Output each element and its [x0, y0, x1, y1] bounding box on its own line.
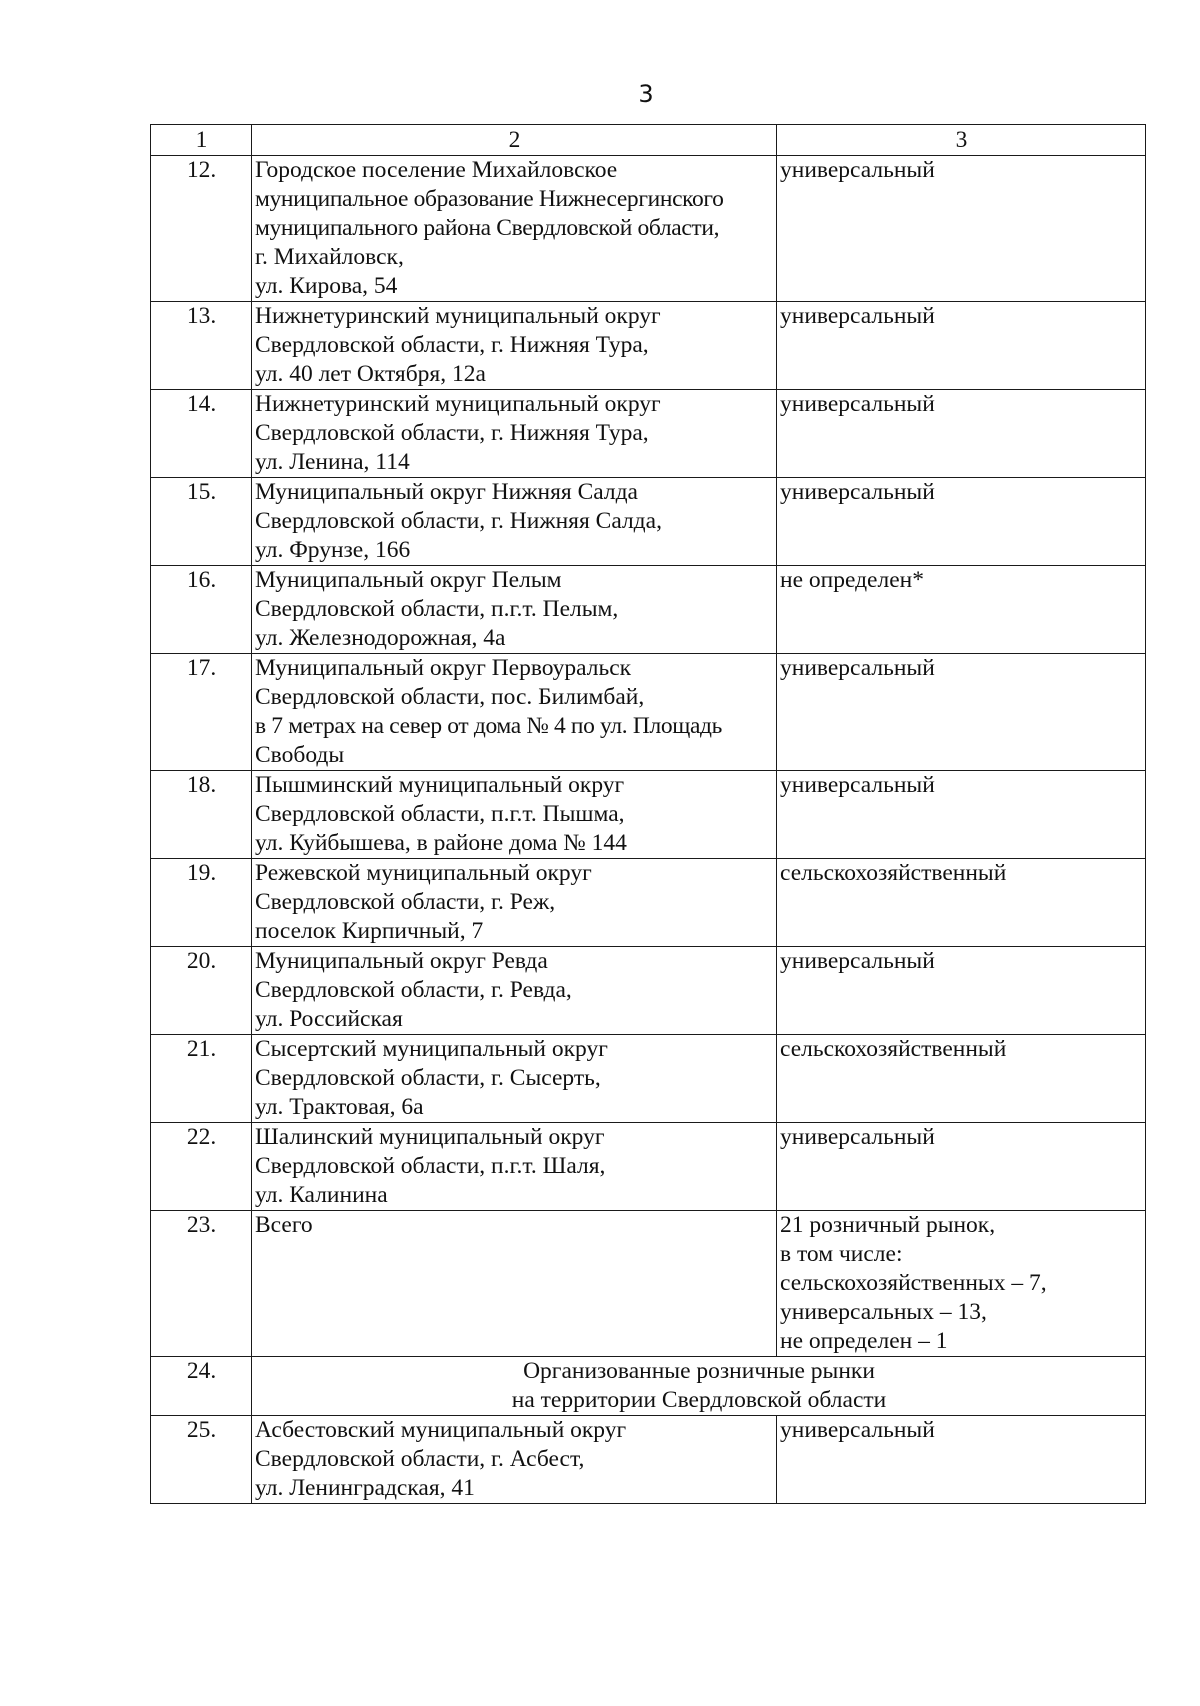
market-address	[252, 1035, 777, 1123]
type-line: в том числе:	[780, 1241, 903, 1267]
market-address	[252, 947, 777, 1035]
address-line: Свердловской области, г. Нижняя Тура,	[255, 420, 649, 446]
row-number: 15.	[151, 478, 252, 566]
address-line: Муниципальный округ Ревда	[255, 948, 548, 974]
address-line: Свердловской области, п.г.т. Пелым,	[255, 596, 619, 622]
column-header-2: 2	[252, 125, 777, 156]
address-line: Асбестовский муниципальный округ	[255, 1417, 627, 1443]
address-line: ул. Куйбышева, в районе дома № 144	[255, 830, 627, 856]
market-type	[777, 156, 1146, 302]
address-line: Режевской муниципальный округ	[255, 860, 592, 886]
market-type	[777, 566, 1146, 654]
market-address	[252, 1123, 777, 1211]
market-address	[252, 654, 777, 771]
market-address	[252, 390, 777, 478]
address-line: Свердловской области, п.г.т. Пышма,	[255, 801, 625, 827]
address-line: Нижнетуринский муниципальный округ	[255, 391, 661, 417]
market-address	[252, 859, 777, 947]
address-line: ул. Калинина	[255, 1182, 388, 1208]
type-line: универсальный	[780, 1124, 935, 1150]
market-type	[777, 771, 1146, 859]
type-line: универсальный	[780, 479, 935, 505]
address-line: Муниципальный округ Первоуральск	[255, 655, 632, 681]
totals-label	[252, 1211, 777, 1357]
address-line: Шалинский муниципальный округ	[255, 1124, 605, 1150]
address-line: ул. Фрунзе, 166	[255, 537, 411, 563]
address-line: Свердловской области, пос. Билимбай,	[255, 684, 645, 710]
row-number: 14.	[151, 390, 252, 478]
address-line: ул. Ленина, 114	[255, 449, 410, 475]
row-number: 19.	[151, 859, 252, 947]
address-line: Городское поселение Михайловское	[255, 157, 618, 183]
address-line: Свердловской области, г. Нижняя Тура,	[255, 332, 649, 358]
market-type	[777, 947, 1146, 1035]
totals-summary	[777, 1211, 1146, 1357]
table-row	[151, 859, 1146, 947]
market-address	[252, 478, 777, 566]
row-number: 20.	[151, 947, 252, 1035]
market-type	[777, 1123, 1146, 1211]
type-line: универсальный	[780, 772, 935, 798]
type-line: универсальный	[780, 655, 935, 681]
table-header-row	[151, 125, 1146, 156]
address-line: Муниципальный округ Нижняя Салда	[255, 479, 638, 505]
market-address	[252, 771, 777, 859]
type-line: универсальный	[780, 948, 935, 974]
type-line: сельскохозяйственных – 7,	[780, 1270, 1047, 1296]
address-line: Свердловской области, г. Нижняя Салда,	[255, 508, 662, 534]
address-line: поселок Кирпичный, 7	[255, 918, 484, 944]
address-line: ул. 40 лет Октября, 12а	[255, 361, 486, 387]
row-number: 16.	[151, 566, 252, 654]
row-number: 23.	[151, 1211, 252, 1357]
address-line: Свободы	[255, 742, 345, 768]
table-row	[151, 771, 1146, 859]
type-line: 21 розничный рынок,	[780, 1212, 996, 1238]
type-line: универсальный	[780, 1417, 935, 1443]
row-number: 24.	[151, 1357, 252, 1416]
address-line: Свердловской области, г. Реж,	[255, 889, 556, 915]
table-row	[151, 1035, 1146, 1123]
address-line: Сысертский муниципальный округ	[255, 1036, 608, 1062]
table-row	[151, 478, 1146, 566]
address-line: Пышминский муниципальный округ	[255, 772, 625, 798]
market-type	[777, 654, 1146, 771]
type-line: универсальный	[780, 391, 935, 417]
row-number: 22.	[151, 1123, 252, 1211]
address-line: Нижнетуринский муниципальный округ	[255, 303, 661, 329]
row-number: 25.	[151, 1416, 252, 1504]
address-line: Свердловской области, г. Сысерть,	[255, 1065, 601, 1091]
market-type	[777, 1416, 1146, 1504]
column-header-1: 1	[151, 125, 252, 156]
market-type	[777, 478, 1146, 566]
address-line: Свердловской области, г. Асбест,	[255, 1446, 585, 1472]
row-number: 17.	[151, 654, 252, 771]
table-row	[151, 654, 1146, 771]
market-type	[777, 1035, 1146, 1123]
address-line: ул. Трактовая, 6а	[255, 1094, 424, 1120]
type-line: не определен*	[780, 567, 924, 593]
table-row	[151, 302, 1146, 390]
totals-row	[151, 1211, 1146, 1357]
address-line: в 7 метрах на север от дома № 4 по ул. Площадь	[255, 713, 723, 739]
address-line: муниципальное образование Нижнесергинского	[255, 186, 724, 212]
section-row	[151, 1357, 1146, 1416]
market-address	[252, 302, 777, 390]
market-address	[252, 1416, 777, 1504]
type-line: не определен – 1	[780, 1328, 948, 1354]
address-line: Всего	[255, 1212, 313, 1238]
section-title	[252, 1357, 1146, 1416]
table-row	[151, 947, 1146, 1035]
address-line: ул. Ленинградская, 41	[255, 1475, 475, 1501]
markets-table	[150, 124, 1146, 1504]
address-line: Муниципальный округ Пелым	[255, 567, 562, 593]
address-line: муниципального района Свердловской области,	[255, 215, 720, 241]
market-address	[252, 566, 777, 654]
type-line: универсальный	[780, 303, 935, 329]
table-row	[151, 566, 1146, 654]
row-number: 18.	[151, 771, 252, 859]
type-line: универсальных – 13,	[780, 1299, 987, 1325]
column-header-3: 3	[777, 125, 1146, 156]
row-number: 12.	[151, 156, 252, 302]
address-line: ул. Железнодорожная, 4а	[255, 625, 506, 651]
address-line: ул. Российская	[255, 1006, 403, 1032]
address-line: Свердловской области, п.г.т. Шаля,	[255, 1153, 606, 1179]
table-row	[151, 390, 1146, 478]
address-line: г. Михайловск,	[255, 244, 404, 270]
market-type	[777, 302, 1146, 390]
market-type	[777, 390, 1146, 478]
table-row	[151, 1416, 1146, 1504]
type-line: универсальный	[780, 157, 935, 183]
address-line: ул. Кирова, 54	[255, 273, 398, 299]
address-line: Свердловской области, г. Ревда,	[255, 977, 572, 1003]
table-row	[151, 1123, 1146, 1211]
type-line: сельскохозяйственный	[780, 1036, 1007, 1062]
page-number: 3	[638, 80, 654, 108]
row-number: 13.	[151, 302, 252, 390]
type-line: сельскохозяйственный	[780, 860, 1007, 886]
section-title-line: Организованные розничные рынки	[523, 1358, 875, 1384]
market-address	[252, 156, 777, 302]
market-type	[777, 859, 1146, 947]
section-title-line: на территории Свердловской области	[511, 1387, 887, 1413]
row-number: 21.	[151, 1035, 252, 1123]
table-row	[151, 156, 1146, 302]
